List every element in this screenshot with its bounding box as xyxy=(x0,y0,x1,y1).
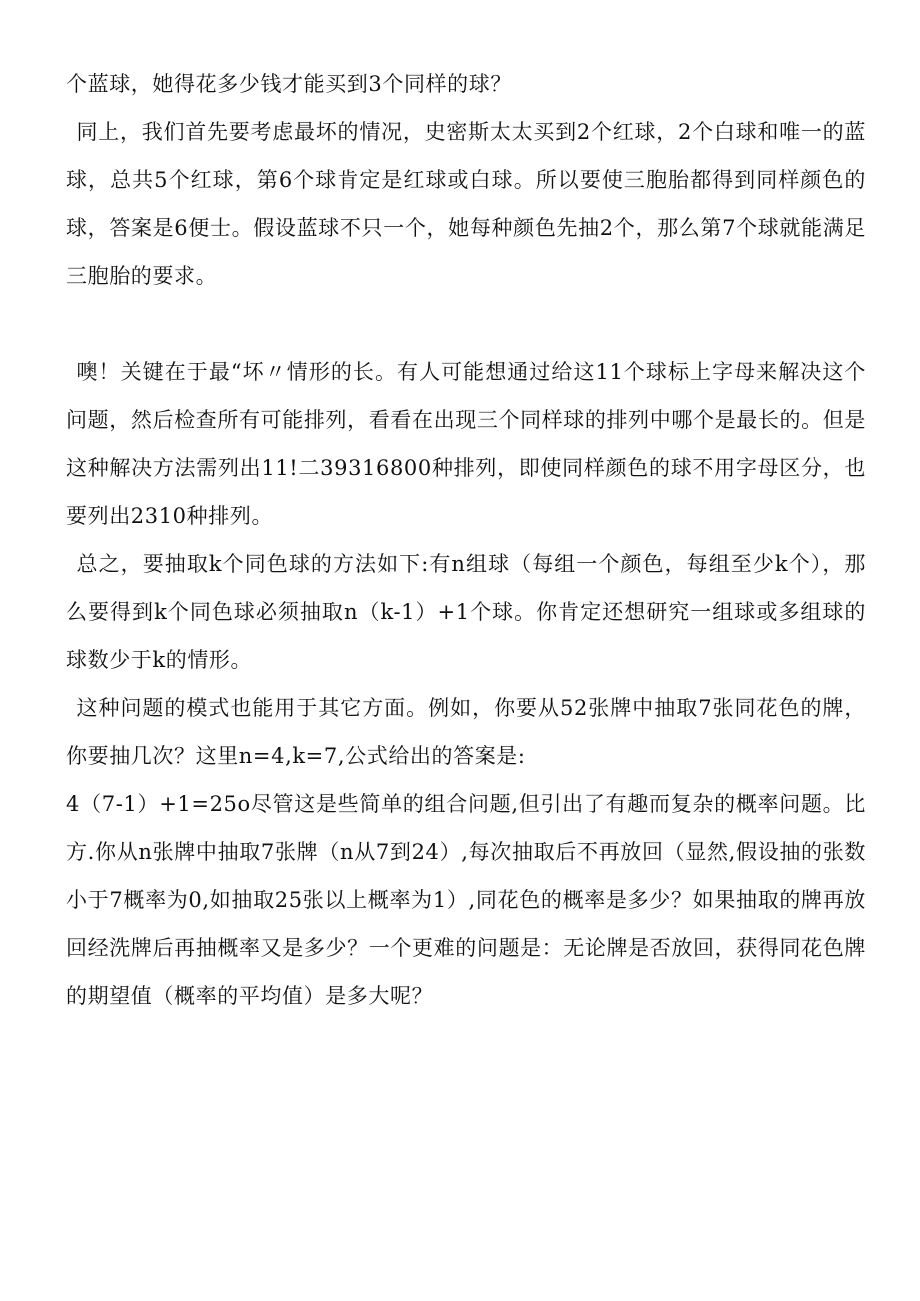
paragraph-spacer xyxy=(66,300,866,348)
paragraph-card-example: 这种问题的模式也能用于其它方面。例如，你要从52张牌中抽取7张同花色的牌，你要抽几次？这里n=4,k=7,公式给出的答案是: xyxy=(66,696,866,768)
paragraph-worst-case: 同上，我们首先要考虑最坏的情况，史密斯太太买到2个红球，2个白球和唯一的蓝球，总共5个红球，第6个球肯定是红球或白球。所以要使三胞胎都得到同样颜色的球，答案是6便士。假设蓝球不只一个，她每种颜色先抽2个，那么第7个球就能满足三胞胎的要求。 xyxy=(66,120,866,288)
document-body xyxy=(66,60,866,1020)
paragraph-longest-case: 噢！关键在于最“坏〃情形的长。有人可能想通过给这11个球标上字母来解决这个问题，然后检查所有可能排列，看看在出现三个同样球的排列中哪个是最长的。但是这种解决方法需列出11!二39316800种排列，即使同样颜色的球不用字母区分，也要列出2310种排列。 xyxy=(66,360,866,528)
paragraph-probability-question: 4（7-1）+1=25o尽管这是些简单的组合问题,但引出了有趣而复杂的概率问题。比方.你从n张牌中抽取7张牌（n从7到24）,每次抽取后不再放回（显然,假设抽的张数小于7概率为0,如抽取25张以上概率为1）,同花色的概率是多少？如果抽取的牌再放回经洗牌后再抽概率又是多少？一个更难的问题是：无论牌是否放回，获得同花色牌的期望值（概率的平均值）是多大呢？ xyxy=(66,792,866,1008)
paragraph-general-method: 总之，要抽取k个同色球的方法如下:有n组球（每组一个颜色，每组至少k个），那么要得到k个同色球必须抽取n（k-1）+1个球。你肯定还想研究一组球或多组球的球数少于k的情形。 xyxy=(66,552,866,672)
paragraph-question-end: 个蓝球，她得花多少钱才能买到3个同样的球？ xyxy=(66,72,512,96)
